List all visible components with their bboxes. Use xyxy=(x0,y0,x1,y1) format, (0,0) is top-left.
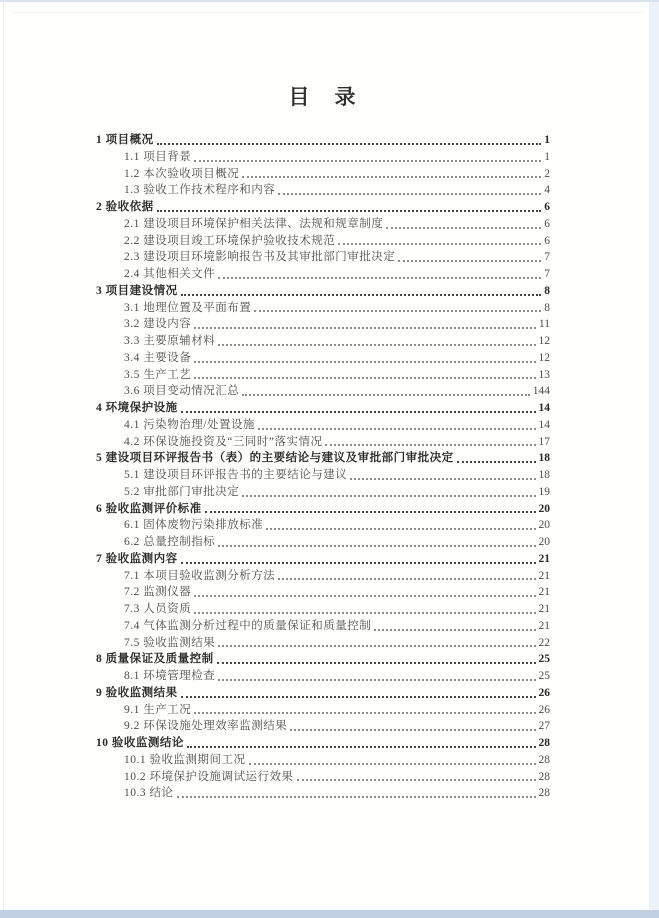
toc-entry-page: 20 xyxy=(538,502,550,515)
toc-entry[interactable] xyxy=(96,166,550,183)
toc-entry-page: 12 xyxy=(538,335,550,347)
toc-dot-leader xyxy=(218,679,535,681)
toc-dot-leader xyxy=(242,495,535,497)
toc-entry[interactable] xyxy=(96,517,550,534)
toc-entry-page: 12 xyxy=(538,351,550,364)
toc-entry-label: 10.3 结论 xyxy=(124,787,174,800)
toc-entry[interactable] xyxy=(96,785,550,802)
toc-entry-page: 6 xyxy=(544,201,550,213)
toc-entry-label: 8.1 环境管理检查 xyxy=(124,670,216,682)
toc-entry-label: 5 建设项目环评报告书（表）的主要结论与建议及审批部门审批决定 xyxy=(96,452,454,465)
scan-inner-edge xyxy=(12,12,643,13)
toc-dot-leader xyxy=(181,696,536,698)
toc-entry-label: 5.2 审批部门审批决定 xyxy=(124,485,240,498)
toc-entry-page: 28 xyxy=(538,753,550,766)
toc-entry[interactable] xyxy=(96,316,550,333)
toc-dot-leader xyxy=(457,461,536,463)
toc-entry-label: 1.2 本次验收项目概况 xyxy=(124,167,240,180)
toc-entry-label: 7.2 监测仪器 xyxy=(124,586,192,599)
toc-entry-label: 1 项目概况 xyxy=(96,134,154,146)
toc-entry-page: 4 xyxy=(544,184,550,197)
toc-entry-label: 3 项目建设情况 xyxy=(96,284,178,297)
toc-entry-page: 7 xyxy=(544,268,550,280)
toc-entry-label: 7.1 本项目验收监测分析方法 xyxy=(124,569,276,582)
toc-entry-page: 21 xyxy=(538,586,550,599)
toc-entry[interactable] xyxy=(96,233,550,250)
toc-entry[interactable] xyxy=(96,249,550,266)
toc-entry[interactable] xyxy=(96,702,550,719)
toc-dot-leader xyxy=(258,428,536,430)
toc-dot-leader xyxy=(338,243,541,245)
toc-entry-page: 6 xyxy=(544,234,550,247)
toc-dot-leader xyxy=(254,310,541,312)
toc-entry-label: 2.3 建设项目环境影响报告书及其审批部门审批决定 xyxy=(124,251,396,264)
toc-entry-page: 14 xyxy=(538,402,550,414)
toc-entry-label: 4.2 环保设施投资及“三同时”落实情况 xyxy=(124,435,323,448)
toc-entry[interactable] xyxy=(96,685,550,702)
toc-entry-page: 18 xyxy=(538,469,550,481)
toc-entry[interactable] xyxy=(96,333,550,350)
toc-dot-leader xyxy=(297,779,536,781)
toc-entry-label: 3.3 主要原辅材料 xyxy=(124,335,216,347)
toc-entry-label: 6.1 固体废物污染排放标准 xyxy=(124,519,264,532)
toc-entry[interactable] xyxy=(96,651,550,668)
toc-dot-leader xyxy=(194,160,541,162)
toc-entry-label: 3.6 项目变动情况汇总 xyxy=(124,385,240,398)
toc-dot-leader xyxy=(350,478,535,480)
toc-entry-label: 2 验收依据 xyxy=(96,201,154,213)
toc-entry-label: 2.1 建设项目环境保护相关法律、法规和规章制度 xyxy=(124,217,384,230)
toc-entry-page: 20 xyxy=(538,536,550,548)
toc-entry-page: 1 xyxy=(544,134,550,146)
toc-entry-label: 7 验收监测内容 xyxy=(96,552,178,565)
toc-dot-leader xyxy=(177,796,536,798)
toc-entry[interactable] xyxy=(96,283,550,300)
toc-entry-label: 4 环境保护设施 xyxy=(96,402,178,414)
toc-entry-page: 6 xyxy=(544,217,550,230)
toc-dot-leader xyxy=(398,260,541,262)
toc-entry-page: 21 xyxy=(538,619,550,632)
toc-entry[interactable] xyxy=(96,417,550,434)
toc-entry[interactable] xyxy=(96,618,550,635)
toc-entry[interactable] xyxy=(96,400,550,417)
page-right-edge xyxy=(649,2,659,910)
toc-entry[interactable] xyxy=(96,434,550,451)
toc-entry-label: 3.1 地理位置及平面布置 xyxy=(124,301,252,314)
toc-entry[interactable] xyxy=(96,718,550,735)
toc-entry-page: 26 xyxy=(538,686,550,699)
toc-dot-leader xyxy=(325,444,535,446)
toc-entry-page: 18 xyxy=(538,452,550,465)
toc-entry-page: 21 xyxy=(538,603,550,615)
toc-entry[interactable] xyxy=(96,551,550,568)
toc-dot-leader xyxy=(218,344,535,346)
toc-dot-leader xyxy=(266,528,535,530)
toc-entry-page: 17 xyxy=(538,435,550,448)
page-top-edge xyxy=(0,0,659,2)
toc-dot-leader xyxy=(205,511,536,513)
toc-entry-page: 28 xyxy=(538,787,550,800)
toc-dot-leader xyxy=(249,763,536,765)
toc-entry-page: 11 xyxy=(538,318,550,331)
toc-dot-leader xyxy=(374,629,535,631)
toc-entry-page: 7 xyxy=(544,251,550,264)
toc-entry-page: 25 xyxy=(538,653,550,666)
toc-entry-page: 144 xyxy=(532,385,550,398)
toc-dot-leader xyxy=(194,612,535,614)
toc-entry-label: 3.2 建设内容 xyxy=(124,318,192,331)
toc-dot-leader xyxy=(194,595,535,597)
toc-entry-page: 2 xyxy=(544,167,550,180)
toc-entry-label: 9 验收监测结果 xyxy=(96,686,178,699)
toc-entry[interactable] xyxy=(96,501,550,518)
toc-entry[interactable] xyxy=(96,601,550,618)
toc-entry[interactable] xyxy=(96,266,550,283)
toc-dot-leader xyxy=(194,361,535,363)
toc-dot-leader xyxy=(218,645,535,647)
toc-entry-page: 28 xyxy=(538,770,550,783)
toc-entry[interactable] xyxy=(96,568,550,585)
toc-entry-label: 5.1 建设项目环评报告书的主要结论与建议 xyxy=(124,469,348,481)
toc-entry-page: 22 xyxy=(538,636,550,649)
toc-dot-leader xyxy=(386,227,541,229)
toc-entry-label: 6.2 总量控制指标 xyxy=(124,536,216,548)
toc-entry[interactable] xyxy=(96,584,550,601)
toc-entry[interactable] xyxy=(96,300,550,317)
toc-entry[interactable] xyxy=(96,450,550,467)
toc-entry-label: 7.4 气体监测分析过程中的质量保证和质量控制 xyxy=(124,619,372,632)
toc-entry-label: 4.1 污染物治理/处置设施 xyxy=(124,418,255,431)
toc-dot-leader xyxy=(194,712,535,714)
toc-entry[interactable] xyxy=(96,467,550,484)
toc-dot-leader xyxy=(181,562,536,564)
toc-dot-leader xyxy=(181,411,536,413)
toc-entry-label: 6 验收监测评价标准 xyxy=(96,502,202,515)
toc-entry-page: 27 xyxy=(538,720,550,733)
toc-dot-leader xyxy=(217,662,536,664)
toc-dot-leader xyxy=(194,327,536,329)
toc-dot-leader xyxy=(290,729,535,731)
toc-entry-page: 28 xyxy=(538,737,550,749)
toc-entry[interactable] xyxy=(96,367,550,384)
page-bottom-edge xyxy=(0,910,659,918)
toc-dot-leader xyxy=(181,294,542,296)
toc-list xyxy=(96,132,550,802)
toc-entry-label: 9.2 环保设施处理效率监测结果 xyxy=(124,720,288,733)
toc-entry-label: 2.4 其他相关文件 xyxy=(124,268,216,280)
toc-dot-leader xyxy=(157,143,542,145)
toc-entry[interactable] xyxy=(96,149,550,166)
toc-dot-leader xyxy=(218,277,541,279)
toc-entry[interactable] xyxy=(96,668,550,685)
toc-entry[interactable] xyxy=(96,132,550,149)
page-title: 目 录 xyxy=(288,85,358,109)
toc-entry[interactable] xyxy=(96,383,550,400)
toc-entry[interactable] xyxy=(96,216,550,233)
toc-entry[interactable] xyxy=(96,735,550,752)
toc-dot-leader xyxy=(278,578,535,580)
toc-entry[interactable] xyxy=(96,534,550,551)
toc-dot-leader xyxy=(157,210,542,212)
toc-entry-page: 19 xyxy=(538,485,550,498)
document-page xyxy=(96,84,550,802)
toc-dot-leader xyxy=(187,746,536,748)
toc-entry-label: 3.5 生产工艺 xyxy=(124,368,192,381)
toc-entry-page: 14 xyxy=(538,418,550,431)
toc-entry-page: 1 xyxy=(544,150,550,163)
toc-entry[interactable] xyxy=(96,484,550,501)
toc-entry[interactable] xyxy=(96,635,550,652)
toc-dot-leader xyxy=(278,193,541,195)
toc-entry[interactable] xyxy=(96,182,550,199)
toc-dot-leader xyxy=(242,176,541,178)
toc-entry-label: 2.2 建设项目竣工环境保护验收技术规范 xyxy=(124,234,336,247)
toc-entry[interactable] xyxy=(96,769,550,786)
toc-entry-label: 9.1 生产工况 xyxy=(124,703,192,716)
toc-entry[interactable] xyxy=(96,199,550,216)
toc-entry-page: 26 xyxy=(538,703,550,716)
page-left-edge xyxy=(3,2,4,910)
toc-entry-label: 1.3 验收工作技术程序和内容 xyxy=(124,184,276,197)
toc-dot-leader xyxy=(194,377,535,379)
toc-dot-leader xyxy=(218,545,535,547)
toc-entry-page: 21 xyxy=(538,569,550,582)
toc-entry-page: 20 xyxy=(538,519,550,532)
toc-entry-page: 21 xyxy=(538,552,550,565)
toc-entry-label: 8 质量保证及质量控制 xyxy=(96,653,214,666)
toc-entry-label: 10 验收监测结论 xyxy=(96,737,184,749)
toc-entry-label: 1.1 项目背景 xyxy=(124,150,192,163)
toc-entry-label: 10.2 环境保护设施调试运行效果 xyxy=(124,770,294,783)
toc-entry[interactable] xyxy=(96,350,550,367)
toc-entry-label: 3.4 主要设备 xyxy=(124,351,192,364)
toc-entry-page: 8 xyxy=(544,284,550,297)
toc-entry-page: 8 xyxy=(544,301,550,314)
toc-entry-label: 7.5 验收监测结果 xyxy=(124,636,216,649)
toc-entry-label: 7.3 人员资质 xyxy=(124,603,192,615)
toc-entry[interactable] xyxy=(96,752,550,769)
toc-entry-page: 13 xyxy=(538,368,550,381)
toc-dot-leader xyxy=(242,394,530,396)
toc-entry-label: 10.1 验收监测期间工况 xyxy=(124,753,246,766)
toc-entry-page: 25 xyxy=(538,670,550,682)
